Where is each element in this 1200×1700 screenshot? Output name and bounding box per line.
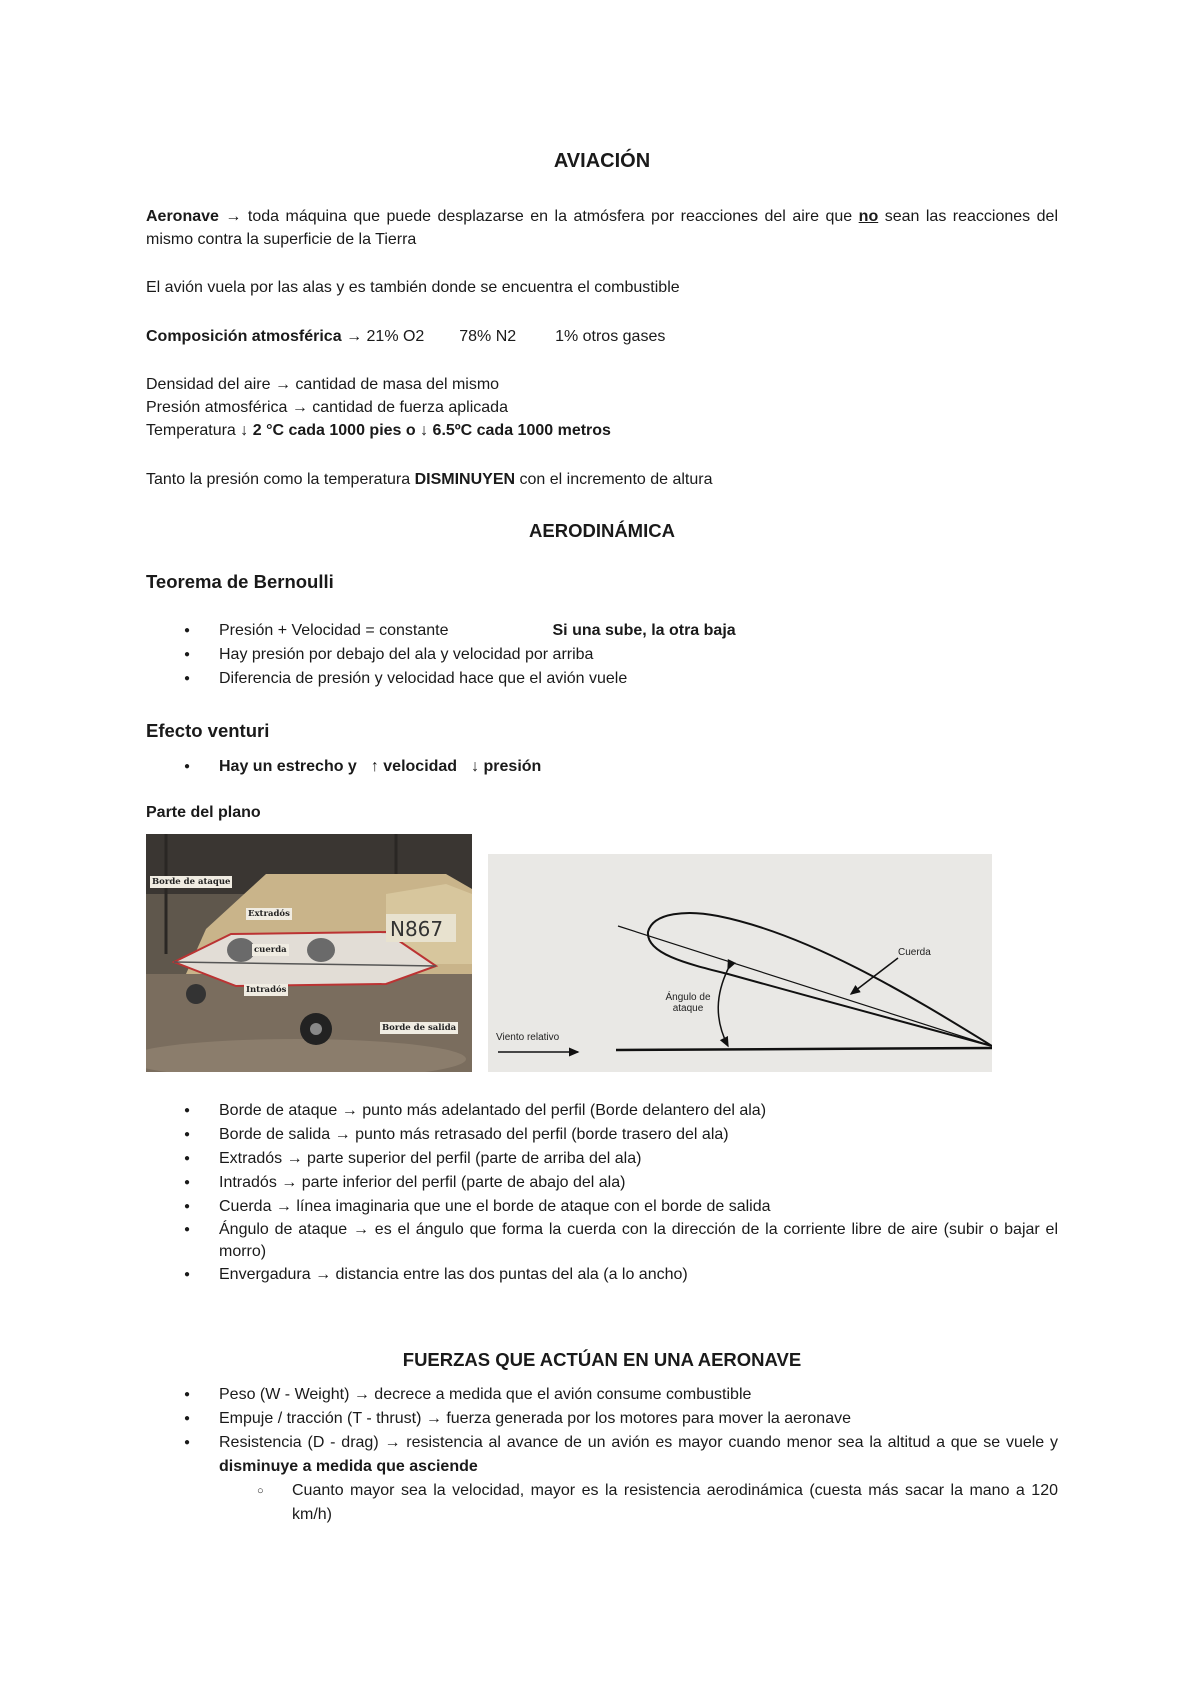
plano-heading: Parte del plano <box>146 804 261 821</box>
otros-value: 1% otros gases <box>555 328 666 345</box>
arrow: → <box>346 328 363 345</box>
plano-list <box>146 1099 1058 1287</box>
resistencia-text: Resistencia (D - drag) → resistencia al avance de un avión es mayor cuando menor sea la altitud a que se vuele y <box>219 1434 1058 1451</box>
sub-list-item: ○ Cuanto mayor sea la velocidad, mayor es la resistencia aerodinámica (cuesta más sacar la mano a 120 km/h) <box>219 1479 1058 1527</box>
venturi-velocidad: ↑ velocidad <box>370 758 458 775</box>
list-item: ● Intradós → parte inferior del perfil (parte de abajo del ala) <box>146 1171 1058 1195</box>
bernoulli-item-1: Presión + Velocidad = constante <box>219 622 449 639</box>
tanto-bold: DISMINUYEN <box>414 471 516 488</box>
tanto-text-2: con el incremento de altura <box>519 471 713 488</box>
bernoulli-item-1-bold: Si una sube, la otra baja <box>552 622 736 639</box>
n2-value: 78% N2 <box>459 328 517 345</box>
list-item <box>146 1431 1058 1527</box>
temperatura-value: ↓ 2 °C cada 1000 pies o ↓ 6.5ºC cada 1000 metros <box>240 422 611 439</box>
aeronave-term: Aeronave <box>146 208 219 225</box>
venturi-list <box>146 755 1058 779</box>
tanto-text <box>146 468 1058 491</box>
photo-label-borde-salida: Borde de salida <box>382 1023 457 1033</box>
wing-photo-image <box>146 834 472 1072</box>
venturi-heading: Efecto venturi <box>146 720 270 741</box>
list-item: ● Peso (W - Weight) → decrece a medida que el avión consume combustible <box>146 1383 1058 1407</box>
composicion-line <box>146 325 1058 348</box>
composicion-label: Composición atmosférica <box>146 328 342 345</box>
presion-text: Presión atmosférica → cantidad de fuerza aplicada <box>146 399 508 416</box>
list-item: ● Borde de salida → punto más retrasado del perfil (borde trasero del ala) <box>146 1123 1058 1147</box>
diagram-label-angulo-2: ataque <box>672 1003 704 1014</box>
list-item: ● Extradós → parte superior del perfil (parte de arriba del ala) <box>146 1147 1058 1171</box>
tanto-text-1: Tanto la presión como la temperatura <box>146 471 411 488</box>
aeronave-definition <box>146 205 1058 251</box>
aeronave-def-text: toda máquina que puede desplazarse en la atmósfera por reacciones del aire que <box>247 208 853 225</box>
list-item: ● Hay presión por debajo del ala y velocidad por arriba <box>146 643 1058 667</box>
list-item: ● Empuje / tracción (T - thrust) → fuerza generada por los motores para mover la aeronave <box>146 1407 1058 1431</box>
list-item: ● Ángulo de ataque → es el ángulo que forma la cuerda con la dirección de la corriente libre de aire (subir o bajar el morro) <box>146 1219 1058 1263</box>
resistencia-sublist <box>219 1479 1058 1527</box>
arrow: → <box>225 208 242 225</box>
list-item: ● Cuerda → línea imaginaria que une el borde de ataque con el borde de salida <box>146 1195 1058 1219</box>
list-item: ● Diferencia de presión y velocidad hace que el avión vuele <box>146 667 1058 691</box>
densidad-text: Densidad del aire → cantidad de masa del mismo <box>146 376 500 393</box>
diagram-label-cuerda: Cuerda <box>898 947 931 958</box>
wing-photo <box>146 834 472 1072</box>
aeronave-no: no <box>858 208 879 225</box>
diagram-label-angulo <box>658 992 718 1014</box>
aerodinamica-title: AERODINÁMICA <box>529 520 675 541</box>
photo-label-borde-ataque: Borde de ataque <box>152 877 231 887</box>
airfoil-diagram-image <box>488 854 992 1072</box>
resistencia-bold: disminuye a medida que asciende <box>219 1458 478 1475</box>
temperatura-label: Temperatura <box>146 422 236 439</box>
page-title: AVIACIÓN <box>553 150 651 172</box>
o2-value: 21% O2 <box>366 328 425 345</box>
photo-label-extrados: Extradós <box>248 909 290 919</box>
venturi-presion: ↓ presión <box>471 758 542 775</box>
photo-label-intrados: Intradós <box>246 985 287 995</box>
photo-label-cuerda: cuerda <box>254 945 287 955</box>
bernoulli-heading: Teorema de Bernoulli <box>146 571 334 592</box>
list-item: ● Envergadura → distancia entre las dos puntas del ala (a lo ancho) <box>146 1263 1058 1287</box>
diagram-label-angulo-1: Ángulo de <box>665 992 711 1003</box>
fuerzas-title: FUERZAS QUE ACTÚAN EN UNA AERONAVE <box>402 1349 802 1370</box>
airfoil-diagram <box>488 854 992 1072</box>
temperatura-line <box>146 419 1058 442</box>
list-item <box>146 755 1058 779</box>
bernoulli-list <box>146 619 1058 691</box>
alas-text: El avión vuela por las alas y es también donde se encuentra el combustible <box>146 279 680 296</box>
list-item <box>146 619 1058 643</box>
list-item: ● Borde de ataque → punto más adelantado del perfil (Borde delantero del ala) <box>146 1099 1058 1123</box>
fuerzas-list <box>146 1383 1058 1527</box>
diagram-label-viento: Viento relativo <box>496 1032 560 1043</box>
aeronave-def-text-2: sean las reacciones del mismo contra la superficie de la Tierra <box>146 208 1059 248</box>
registration-text: N867 <box>390 917 444 941</box>
venturi-text: Hay un estrecho y <box>219 758 357 775</box>
